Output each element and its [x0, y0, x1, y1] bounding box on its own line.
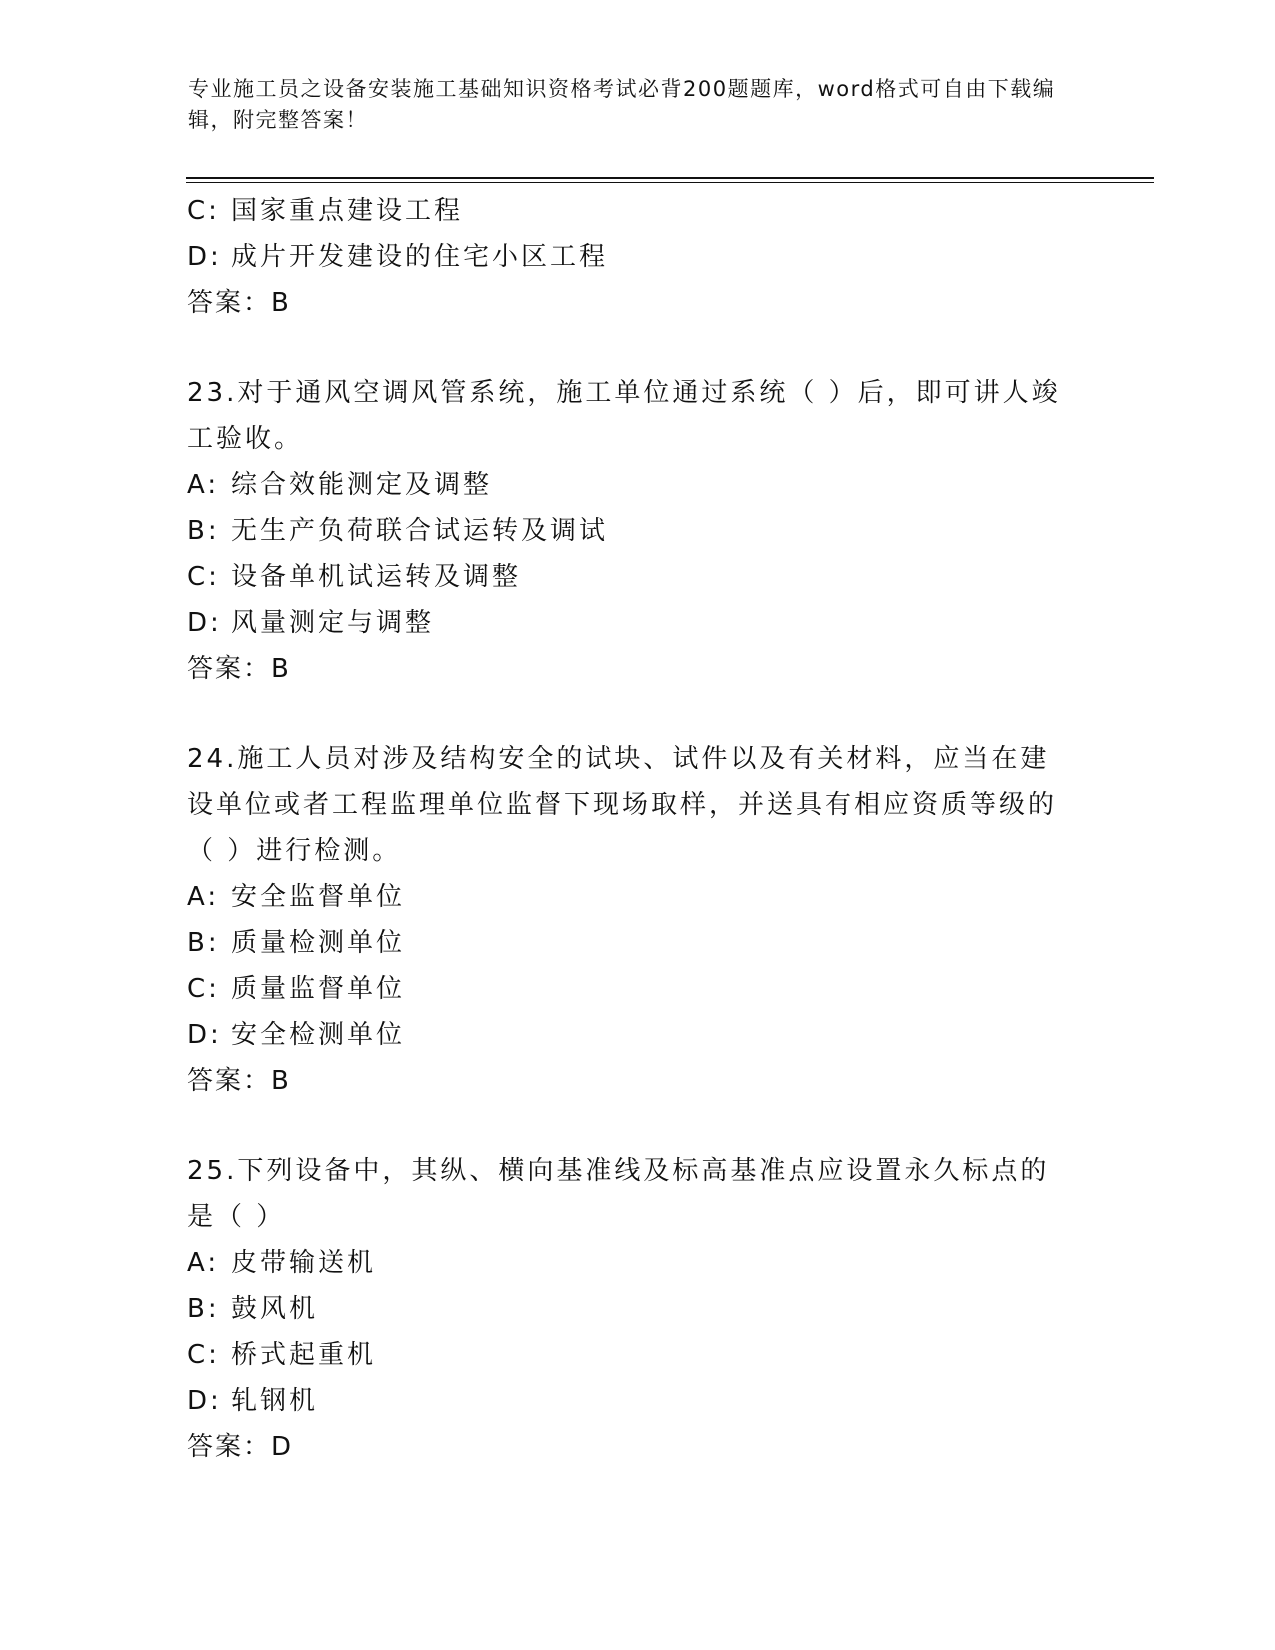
option-label: B:	[187, 928, 220, 958]
option-text: 皮带输送机	[231, 1248, 377, 1278]
option-label: A:	[187, 882, 220, 912]
question-text: 24.施工人员对涉及结构安全的试块、试件以及有关材料，应当在建设单位或者工程监理单位监督下现场取样，并送具有相应资质等级的（ ）进行检测。	[187, 744, 1058, 866]
option-text: 安全检测单位	[231, 1020, 406, 1050]
answer-line: 答案：D	[187, 1432, 294, 1462]
spacer	[187, 326, 1087, 370]
spacer	[187, 1104, 1087, 1148]
option-b	[187, 1286, 1087, 1332]
option-label: D:	[187, 242, 222, 272]
option-text: 质量检测单位	[231, 928, 406, 958]
option-text: 轧钢机	[231, 1386, 319, 1416]
question-22-tail	[187, 188, 1087, 326]
option-label: A:	[187, 1248, 220, 1278]
option-text: 质量监督单位	[231, 974, 406, 1004]
option-b	[187, 508, 1087, 554]
option-b	[187, 920, 1087, 966]
question-25	[187, 1148, 1087, 1470]
option-label: C:	[187, 562, 220, 592]
option-text: 国家重点建设工程	[231, 196, 464, 226]
option-label: C:	[187, 196, 220, 226]
option-text: 安全监督单位	[231, 882, 406, 912]
option-a	[187, 462, 1087, 508]
option-text: 设备单机试运转及调整	[231, 562, 522, 592]
document-header: 专业施工员之设备安装施工基础知识资格考试必背200题题库，word格式可自由下载编辑，附完整答案！	[188, 77, 1056, 132]
option-a	[187, 1240, 1087, 1286]
option-text: 桥式起重机	[231, 1340, 377, 1370]
option-d	[187, 234, 1087, 280]
option-label: C:	[187, 1340, 220, 1370]
question-23	[187, 370, 1087, 692]
option-c	[187, 1332, 1087, 1378]
option-c	[187, 554, 1087, 600]
option-label: A:	[187, 470, 220, 500]
question-list	[187, 188, 1087, 1470]
option-c	[187, 966, 1087, 1012]
header-divider-thin	[186, 182, 1154, 183]
option-text: 成片开发建设的住宅小区工程	[231, 242, 609, 272]
option-label: C:	[187, 974, 220, 1004]
option-label: D:	[187, 1020, 222, 1050]
question-text: 23.对于通风空调风管系统，施工单位通过系统（ ）后，即可讲人竣工验收。	[187, 378, 1061, 454]
option-label: B:	[187, 516, 220, 546]
option-label: B:	[187, 1294, 220, 1324]
option-d	[187, 600, 1087, 646]
question-24	[187, 736, 1087, 1104]
answer-line: 答案：B	[187, 654, 291, 684]
option-label: D:	[187, 608, 222, 638]
spacer	[187, 692, 1087, 736]
option-text: 综合效能测定及调整	[231, 470, 493, 500]
option-c	[187, 188, 1087, 234]
option-label: D:	[187, 1386, 222, 1416]
option-text: 鼓风机	[231, 1294, 319, 1324]
option-text: 风量测定与调整	[231, 608, 435, 638]
answer-line: 答案：B	[187, 1066, 291, 1096]
option-text: 无生产负荷联合试运转及调试	[231, 516, 609, 546]
header-divider-thick	[186, 177, 1154, 179]
option-d	[187, 1012, 1087, 1058]
option-d	[187, 1378, 1087, 1424]
question-text: 25.下列设备中，其纵、横向基准线及标高基准点应设置永久标点的是（ ）	[187, 1156, 1050, 1232]
answer-line: 答案：B	[187, 288, 291, 318]
option-a	[187, 874, 1087, 920]
